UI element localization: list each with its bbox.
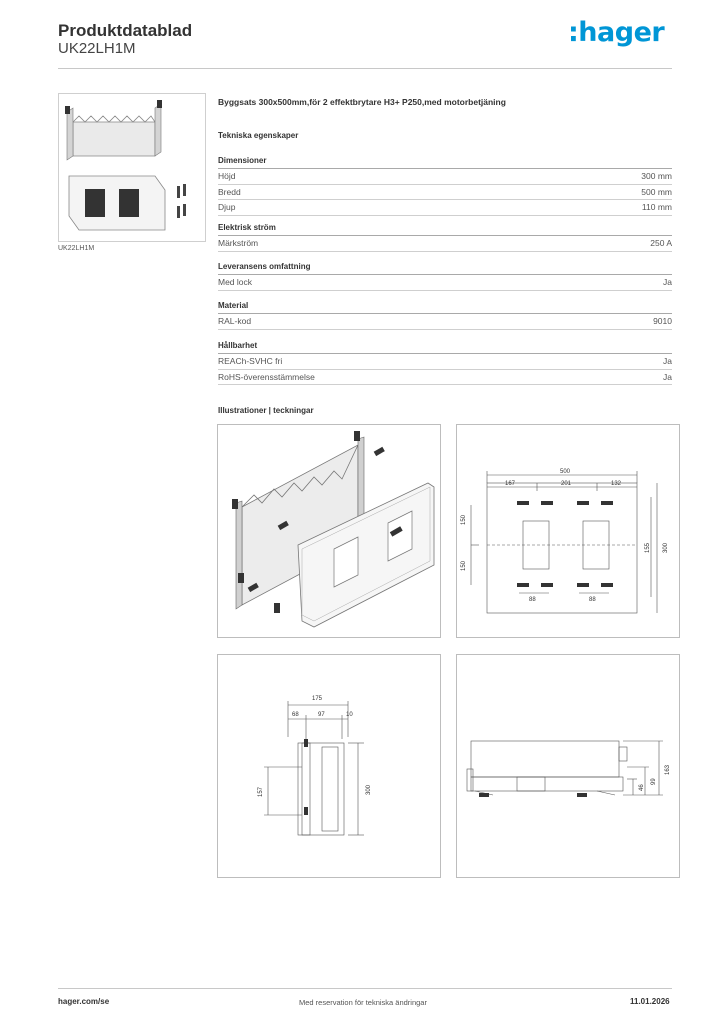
dim-h1: 150 bbox=[461, 514, 467, 525]
dim-w1: 167 bbox=[505, 481, 516, 487]
dim-w3: 132 bbox=[611, 481, 622, 487]
illustrations-heading: Illustrationer | teckningar bbox=[218, 406, 314, 415]
section-delivery bbox=[218, 262, 672, 291]
dim-b1: 88 bbox=[529, 597, 536, 603]
dim-h-low: 46 bbox=[639, 784, 645, 791]
dim-d3: 10 bbox=[346, 712, 353, 718]
section-title: Elektrisk ström bbox=[218, 223, 672, 236]
spec-value: 300 mm bbox=[641, 171, 672, 181]
section-title: Leveransens omfattning bbox=[218, 262, 672, 275]
spec-label: Höjd bbox=[218, 171, 236, 181]
spec-value: 9010 bbox=[653, 316, 672, 326]
section-title: Hållbarhet bbox=[218, 341, 672, 354]
dim-total-depth: 175 bbox=[312, 696, 323, 702]
product-image-caption: UK22LH1M bbox=[58, 245, 95, 252]
header-divider bbox=[58, 68, 672, 69]
product-image bbox=[58, 93, 206, 242]
dim-total-width: 500 bbox=[560, 469, 571, 475]
page-title: Produktdatablad bbox=[58, 21, 193, 40]
tech-heading: Tekniska egenskaper bbox=[218, 131, 299, 140]
spec-label: RoHS-överensstämmelse bbox=[218, 371, 315, 382]
spec-value: 110 mm bbox=[641, 202, 672, 212]
illustration-top-dimensions bbox=[456, 654, 680, 878]
dim-h-total: 163 bbox=[665, 764, 671, 775]
dim-w2: 201 bbox=[561, 481, 572, 487]
product-code: UK22LH1M bbox=[58, 40, 136, 57]
product-description: Byggsats 300x500mm,för 2 effektbrytare H3+ P250,med motorbetjäning bbox=[218, 97, 506, 107]
spec-label: Märkström bbox=[218, 238, 259, 248]
dim-h-left: 157 bbox=[258, 786, 264, 797]
spec-row-depth bbox=[218, 200, 672, 216]
spec-label: Djup bbox=[218, 202, 236, 212]
dim-d1: 68 bbox=[292, 712, 299, 718]
footer-date: 11.01.2026 bbox=[630, 997, 670, 1006]
spec-label: Med lock bbox=[218, 277, 253, 287]
illustration-side-dimensions bbox=[217, 654, 441, 878]
hager-logo[interactable]: :hager bbox=[568, 17, 665, 48]
spec-value: Ja bbox=[663, 356, 672, 366]
spec-row-ral bbox=[218, 314, 672, 330]
spec-row-height bbox=[218, 169, 672, 185]
spec-value: 500 mm bbox=[641, 186, 672, 197]
spec-label: Bredd bbox=[218, 186, 241, 197]
illustration-isometric bbox=[217, 424, 441, 638]
dim-b2: 88 bbox=[589, 597, 596, 603]
footer-disclaimer: Med reservation för tekniska ändringar bbox=[299, 998, 427, 1007]
dim-h2: 150 bbox=[461, 560, 467, 571]
spec-row-rated-current bbox=[218, 236, 672, 252]
spec-value: Ja bbox=[663, 371, 672, 382]
dim-d2: 97 bbox=[318, 712, 325, 718]
spec-row-reach bbox=[218, 354, 672, 370]
dim-h-total: 300 bbox=[366, 784, 372, 795]
spec-row-width bbox=[218, 185, 672, 201]
section-title: Dimensioner bbox=[218, 156, 672, 169]
footer-divider bbox=[58, 988, 672, 989]
spec-value: 250 A bbox=[650, 238, 672, 248]
spec-row-cover bbox=[218, 275, 672, 291]
illustration-front-dimensions bbox=[456, 424, 680, 638]
footer-website-link[interactable]: hager.com/se bbox=[58, 997, 110, 1006]
section-electrical bbox=[218, 223, 672, 252]
section-material bbox=[218, 301, 672, 330]
spec-label: REACh-SVHC fri bbox=[218, 356, 283, 366]
section-sustainability bbox=[218, 341, 672, 385]
spec-label: RAL-kod bbox=[218, 316, 252, 326]
dim-h-inner: 155 bbox=[645, 542, 651, 553]
dim-h-mid: 99 bbox=[651, 778, 657, 785]
section-title: Material bbox=[218, 301, 672, 314]
section-dimensions bbox=[218, 156, 672, 216]
spec-row-rohs bbox=[218, 370, 672, 386]
spec-value: Ja bbox=[663, 277, 672, 287]
dim-h-total: 300 bbox=[663, 542, 669, 553]
